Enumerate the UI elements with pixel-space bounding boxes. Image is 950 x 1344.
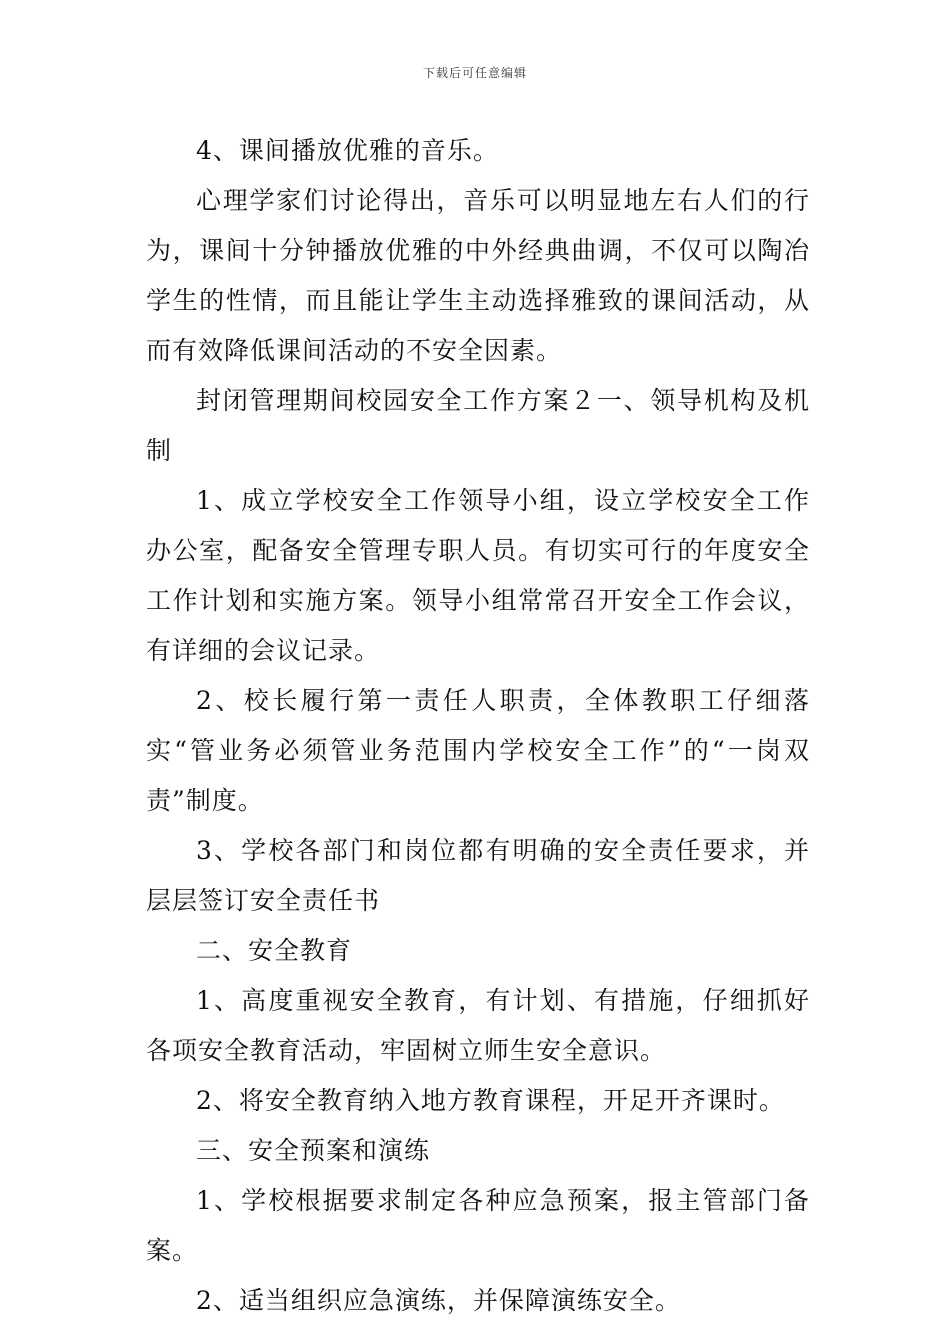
paragraph-body: 2、适当组织应急演练，并保障演练安全。 (196, 1286, 681, 1315)
paragraph-body: 3、学校各部门和岗位都有明确的安全责任要求，并层层签订安全责任书 (146, 836, 810, 915)
paragraph-body: 心理学家们讨论得出，音乐可以明显地左右人们的行为，课间十分钟播放优雅的中外经典曲调，不仅可以陶冶学生的性情，而且能让学生主动选择雅致的课间活动，从而有效降低课间活动的不安全因素。 (146, 186, 810, 365)
paragraph-body: 2、将安全教育纳入地方教育课程，开足开齐课时。 (196, 1086, 785, 1115)
paragraph-section-title: 二、安全教育 (196, 936, 353, 965)
paragraph-section-title: 三、安全预案和演练 (196, 1136, 431, 1165)
paragraph-body: 2、校长履行第一责任人职责，全体教职工仔细落实“管业务必须管业务范围内学校安全工作”的“一岗双责”制度。 (146, 686, 810, 815)
paragraph-body: 1、高度重视安全教育，有计划、有措施，仔细抓好各项安全教育活动，牢固树立师生安全意识。 (146, 986, 810, 1065)
page-header: 下载后可任意编辑 (422, 66, 527, 80)
paragraph-section-title: 封闭管理期间校园安全工作方案２一、领导机构及机制 (146, 386, 810, 465)
document-body (146, 126, 810, 1326)
paragraph-body: 1、学校根据要求制定各种应急预案，报主管部门备案。 (146, 1186, 810, 1265)
paragraph-item-heading: 4、课间播放优雅的音乐。 (196, 136, 499, 165)
paragraph-body: 1、成立学校安全工作领导小组，设立学校安全工作办公室，配备安全管理专职人员。有切实可行的年度安全工作计划和实施方案。领导小组常常召开安全工作会议，有详细的会议记录。 (146, 486, 810, 665)
